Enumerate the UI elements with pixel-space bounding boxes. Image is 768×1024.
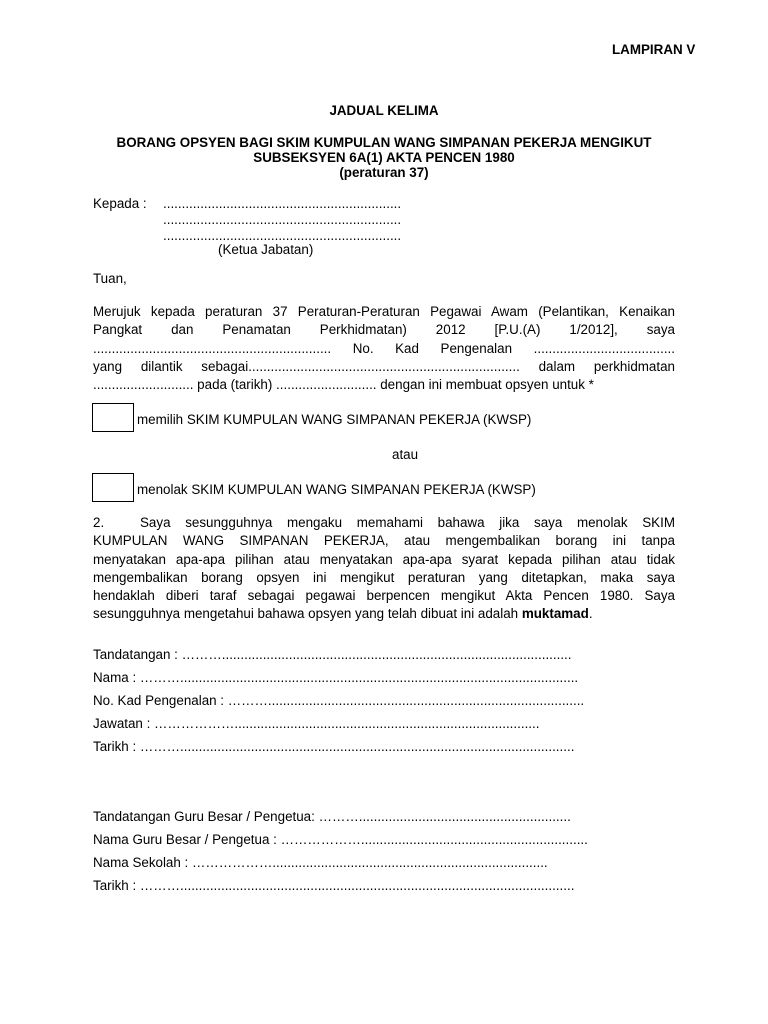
appendix-label: LAMPIRAN V	[612, 42, 696, 57]
head-date-field[interactable]: Tarikh : ………..........................................................................................................	[93, 878, 575, 893]
head-name-field[interactable]: Nama Guru Besar / Pengetua : ……………….............................................................	[93, 832, 588, 847]
para2-line1-text: Saya sesungguhnya mengaku memahami bahawa jika saya menolak SKIM	[140, 515, 675, 530]
para2-kwsp: KUMPULAN WANG SIMPANAN PEKERJA,	[93, 533, 389, 548]
para2-line5-text: hendaklah diberi taraf sebagai pegawai berpencen mengikut Akta Pencen 1980. Saya	[93, 588, 675, 603]
para1-line1-text: Merujuk kepada peraturan 37 Peraturan-Peraturan Pegawai Awam (Pelantikan, Kenaikan	[93, 304, 675, 319]
name-field[interactable]: Nama : ………...........................................................................................................	[93, 670, 579, 685]
salutation: Tuan,	[93, 271, 127, 286]
para1-line3	[93, 340, 675, 358]
para1-dots-name: ................................................................	[93, 341, 332, 356]
para2-line2	[93, 532, 675, 550]
addressee-label: Kepada :	[93, 196, 147, 211]
para1-in-service: dalam perkhidmatan	[538, 359, 675, 374]
reject-option-label: menolak SKIM KUMPULAN WANG SIMPANAN PEKERJA (KWSP)	[137, 482, 536, 497]
form-title-line1: BORANG OPSYEN BAGI SKIM KUMPULAN WANG SIMPANAN PEKERJA MENGIKUT	[116, 135, 652, 150]
head-signature-field[interactable]: Tandatangan Guru Besar / Pengetua: ……….........................................................	[93, 809, 571, 824]
para1-dots-ic: ......................................	[533, 341, 675, 356]
para1-line2-text: Pangkat dan Penamatan Perkhidmatan) 2012 [P.U.(A) 1/2012], saya	[93, 322, 675, 337]
addressee-line-3: ................................................................	[163, 228, 402, 243]
para2-line3-text: menyatakan apa-apa pilihan atau menyatakan apa-apa syarat kepada pilihan atau tidak	[93, 552, 675, 567]
form-title-line2: SUBSEKSYEN 6A(1) AKTA PENCEN 1980	[253, 150, 515, 165]
school-name-field[interactable]: Nama Sekolah : ………………..........................................................................	[93, 855, 548, 870]
date-field[interactable]: Tarikh : ………..........................................................................................................	[93, 739, 575, 754]
para2-line6-end: .	[588, 606, 593, 621]
para2-return-form: atau mengembalikan borang ini tanpa	[404, 533, 676, 548]
para1-line4	[93, 358, 675, 376]
para1-line1	[93, 303, 675, 321]
para2-line5	[93, 587, 675, 605]
signature-field[interactable]: Tandatangan : ………..............................................................................................	[93, 647, 572, 662]
reject-checkbox[interactable]	[92, 473, 134, 502]
addressee-note: (Ketua Jabatan)	[218, 242, 314, 257]
schedule-title: JADUAL KELIMA	[329, 103, 439, 118]
para1-line5: ........................... pada (tarikh) ........................... dengan ini membuat opsyen untuk *	[93, 377, 594, 392]
para1-appointed-as: yang dilantik sebagai.........................................................................	[93, 359, 520, 374]
accept-option-label: memilih SKIM KUMPULAN WANG SIMPANAN PEKERJA (KWSP)	[137, 412, 532, 427]
para1-line2	[93, 321, 675, 339]
para2-line1	[140, 514, 675, 532]
para2-line6-text: sesungguhnya mengetahui bahawa opsyen yang telah dibuat ini adalah	[93, 606, 522, 621]
regulation-ref: (peraturan 37)	[339, 165, 429, 180]
position-field[interactable]: Jawatan : ………………..................................................................................	[93, 716, 540, 731]
para2-line6	[93, 605, 593, 623]
para2-line4-text: mengembalikan borang opsyen ini mengikut peraturan yang ditetapkan, maka saya	[93, 570, 675, 585]
para2-line4	[93, 569, 675, 587]
ic-number-field[interactable]: No. Kad Pengenalan : ……….....................................................................................	[93, 693, 585, 708]
final-emphasis: muktamad	[521, 606, 589, 621]
addressee-line-1: ................................................................	[163, 196, 402, 211]
para1-ic-label: No. Kad Pengenalan	[352, 341, 513, 356]
addressee-line-2: ................................................................	[163, 212, 402, 227]
or-label: atau	[392, 447, 419, 462]
para2-number: 2.	[93, 515, 105, 530]
accept-checkbox[interactable]	[92, 403, 134, 432]
para2-line3	[93, 551, 675, 569]
